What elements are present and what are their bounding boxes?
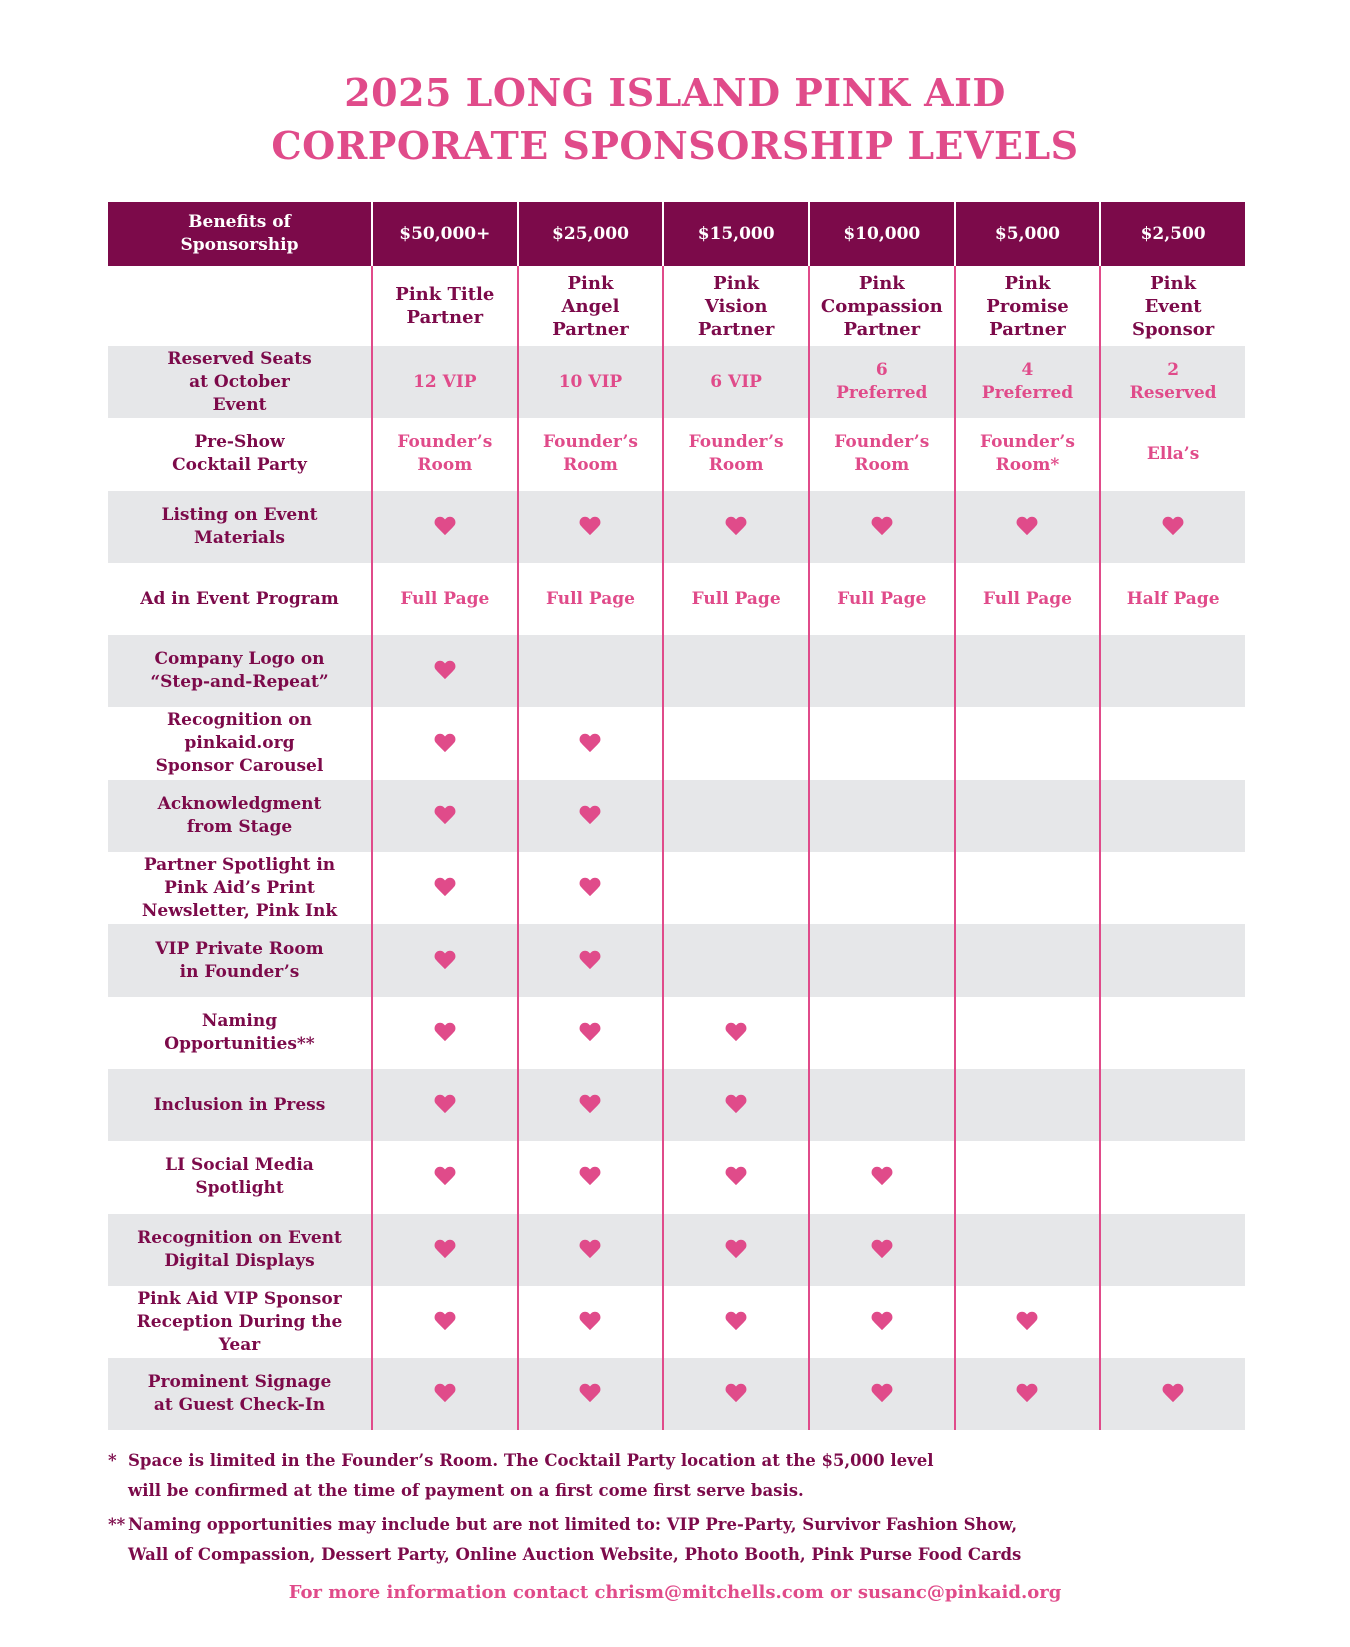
- table-row: [108, 707, 1245, 779]
- heart-icon: [434, 1240, 456, 1260]
- level-name: Pink Angel Partner: [517, 266, 663, 346]
- benefit-included-cell: [371, 1141, 517, 1213]
- heart-icon: [725, 1023, 747, 1043]
- benefit-included-cell: [517, 491, 663, 563]
- heart-icon: [1162, 517, 1184, 537]
- benefit-included-cell: [1099, 1358, 1245, 1430]
- benefit-included-cell: [371, 1358, 517, 1430]
- benefit-value: Full Page: [808, 563, 954, 635]
- heart-icon: [871, 1167, 893, 1187]
- benefit-value: 12 VIP: [371, 346, 517, 418]
- heart-icon: [725, 1312, 747, 1332]
- heart-icon: [434, 1095, 456, 1115]
- table-row: [108, 852, 1245, 924]
- benefit-included-cell: [662, 1141, 808, 1213]
- benefit-included-cell: [808, 1141, 954, 1213]
- benefit-label: Recognition on pinkaid.org Sponsor Carousel: [155, 710, 324, 777]
- benefit-included-cell: [517, 780, 663, 852]
- benefit-empty-cell: [1099, 924, 1245, 996]
- benefit-value: Founder’s Room*: [954, 418, 1100, 490]
- benefit-label: Company Logo on “Step-and-Repeat”: [150, 649, 329, 693]
- level-name: Pink Title Partner: [371, 266, 517, 346]
- table-row: [108, 563, 1245, 635]
- heart-icon: [434, 806, 456, 826]
- benefit-included-cell: [662, 491, 808, 563]
- heart-icon: [871, 517, 893, 537]
- table-row: [108, 1358, 1245, 1430]
- benefit-empty-cell: [662, 635, 808, 707]
- benefit-included-cell: [517, 852, 663, 924]
- level-name-row: [108, 266, 1245, 346]
- benefit-included-cell: [808, 1286, 954, 1358]
- heart-icon: [579, 951, 601, 971]
- heart-icon: [579, 1023, 601, 1043]
- benefit-included-cell: [517, 924, 663, 996]
- benefit-included-cell: [662, 1286, 808, 1358]
- level-price: $5,000: [954, 202, 1100, 266]
- heart-icon: [579, 1095, 601, 1115]
- benefit-label: Inclusion in Press: [153, 1094, 326, 1115]
- heart-icon: [579, 1312, 601, 1332]
- benefit-label: LI Social Media Spotlight: [165, 1155, 314, 1199]
- level-name: Pink Vision Partner: [662, 266, 808, 346]
- benefit-included-cell: [808, 491, 954, 563]
- benefit-empty-cell: [1099, 780, 1245, 852]
- benefit-included-cell: [808, 1358, 954, 1430]
- benefit-value: Full Page: [517, 563, 663, 635]
- table-row: [108, 491, 1245, 563]
- benefit-empty-cell: [662, 707, 808, 779]
- benefit-value: Full Page: [371, 563, 517, 635]
- benefit-included-cell: [371, 997, 517, 1069]
- sponsorship-table: [108, 202, 1245, 1430]
- benefit-included-cell: [371, 780, 517, 852]
- benefit-empty-cell: [1099, 635, 1245, 707]
- benefit-included-cell: [371, 707, 517, 779]
- benefit-value: Ella’s: [1099, 418, 1245, 490]
- footnote: [108, 1510, 1248, 1570]
- benefit-empty-cell: [1099, 852, 1245, 924]
- heart-icon: [1162, 1384, 1184, 1404]
- benefit-value: Half Page: [1099, 563, 1245, 635]
- heart-icon: [579, 1240, 601, 1260]
- benefit-empty-cell: [662, 924, 808, 996]
- benefit-empty-cell: [662, 780, 808, 852]
- benefit-empty-cell: [808, 635, 954, 707]
- benefit-value: 10 VIP: [517, 346, 663, 418]
- benefit-value: Founder’s Room: [808, 418, 954, 490]
- benefit-empty-cell: [954, 1214, 1100, 1286]
- level-name: Pink Compassion Partner: [808, 266, 954, 346]
- benefit-included-cell: [954, 1286, 1100, 1358]
- table-row: [108, 924, 1245, 996]
- footnote: [108, 1446, 1248, 1506]
- heart-icon: [871, 1312, 893, 1332]
- benefit-included-cell: [1099, 491, 1245, 563]
- benefit-value: Full Page: [662, 563, 808, 635]
- benefit-included-cell: [954, 1358, 1100, 1430]
- benefit-empty-cell: [517, 635, 663, 707]
- table-row: [108, 1069, 1245, 1141]
- heart-icon: [434, 661, 456, 681]
- benefit-label: Pre-Show Cocktail Party: [172, 432, 307, 476]
- table-row: [108, 1214, 1245, 1286]
- benefit-rows: [108, 346, 1245, 1430]
- benefit-included-cell: [662, 1214, 808, 1286]
- heart-icon: [434, 951, 456, 971]
- benefit-value: 6 Preferred: [808, 346, 954, 418]
- benefit-value: Founder’s Room: [371, 418, 517, 490]
- benefit-empty-cell: [954, 1141, 1100, 1213]
- benefit-included-cell: [517, 1358, 663, 1430]
- table-row: [108, 1141, 1245, 1213]
- level-price: $50,000+: [371, 202, 517, 266]
- level-price: $10,000: [808, 202, 954, 266]
- page-title: [0, 66, 1350, 172]
- heart-icon: [434, 1384, 456, 1404]
- footnotes: [108, 1446, 1248, 1574]
- footnote-marker: **: [108, 1515, 126, 1534]
- level-price: $25,000: [517, 202, 663, 266]
- level-price: $2,500: [1099, 202, 1245, 266]
- benefit-included-cell: [954, 491, 1100, 563]
- heart-icon: [579, 1167, 601, 1187]
- benefit-label: Reserved Seats at October Event: [167, 348, 312, 415]
- level-price: $15,000: [662, 202, 808, 266]
- level-name: Pink Promise Partner: [954, 266, 1100, 346]
- benefit-value: Founder’s Room: [662, 418, 808, 490]
- benefit-included-cell: [371, 1214, 517, 1286]
- heart-icon: [725, 1384, 747, 1404]
- benefit-label: Partner Spotlight in Pink Aid’s Print Newsletter, Pink Ink: [141, 854, 338, 921]
- benefit-empty-cell: [954, 1069, 1100, 1141]
- heart-icon: [579, 734, 601, 754]
- benefit-empty-cell: [808, 924, 954, 996]
- benefit-value: Founder’s Room: [517, 418, 663, 490]
- heart-icon: [579, 806, 601, 826]
- benefit-empty-cell: [1099, 997, 1245, 1069]
- benefit-empty-cell: [954, 852, 1100, 924]
- benefit-included-cell: [662, 997, 808, 1069]
- benefit-label: Listing on Event Materials: [161, 504, 318, 548]
- level-name-spacer: [108, 266, 371, 346]
- benefit-label: Recognition on Event Digital Displays: [137, 1227, 342, 1271]
- benefit-included-cell: [371, 635, 517, 707]
- benefit-empty-cell: [808, 780, 954, 852]
- heart-icon: [725, 1240, 747, 1260]
- benefit-empty-cell: [1099, 1214, 1245, 1286]
- heart-icon: [1016, 1312, 1038, 1332]
- contact-line: For more information contact chrism@mitchells.com or susanc@pinkaid.org: [288, 1582, 1062, 1603]
- heart-icon: [725, 1167, 747, 1187]
- benefit-included-cell: [371, 491, 517, 563]
- benefit-included-cell: [371, 1069, 517, 1141]
- heart-icon: [1016, 1384, 1038, 1404]
- benefit-empty-cell: [808, 707, 954, 779]
- heart-icon: [725, 1095, 747, 1115]
- corner-label: Benefits of Sponsorship: [180, 212, 299, 255]
- benefit-empty-cell: [1099, 707, 1245, 779]
- benefit-included-cell: [371, 852, 517, 924]
- benefit-value: 6 VIP: [662, 346, 808, 418]
- table-row: [108, 346, 1245, 418]
- benefit-label: Prominent Signage at Guest Check-In: [147, 1372, 332, 1416]
- benefit-included-cell: [517, 1286, 663, 1358]
- heart-icon: [1016, 517, 1038, 537]
- heart-icon: [434, 517, 456, 537]
- footnote-marker: *: [108, 1451, 117, 1470]
- benefit-empty-cell: [954, 924, 1100, 996]
- heart-icon: [434, 878, 456, 898]
- benefit-label: VIP Private Room in Founder’s: [155, 938, 324, 982]
- benefit-empty-cell: [1099, 1069, 1245, 1141]
- table-row: [108, 1286, 1245, 1358]
- title-line-2: CORPORATE SPONSORSHIP LEVELS: [271, 123, 1079, 168]
- benefit-empty-cell: [954, 707, 1100, 779]
- benefit-empty-cell: [954, 997, 1100, 1069]
- heart-icon: [871, 1240, 893, 1260]
- heart-icon: [434, 734, 456, 754]
- benefit-empty-cell: [954, 780, 1100, 852]
- benefit-empty-cell: [1099, 1141, 1245, 1213]
- level-name: Pink Event Sponsor: [1099, 266, 1245, 346]
- benefit-included-cell: [662, 1358, 808, 1430]
- benefit-included-cell: [808, 1214, 954, 1286]
- table-row: [108, 997, 1245, 1069]
- benefit-included-cell: [371, 924, 517, 996]
- heart-icon: [434, 1167, 456, 1187]
- heart-icon: [434, 1023, 456, 1043]
- benefit-empty-cell: [808, 1069, 954, 1141]
- benefit-empty-cell: [808, 997, 954, 1069]
- benefit-empty-cell: [1099, 1286, 1245, 1358]
- benefit-included-cell: [371, 1286, 517, 1358]
- benefit-included-cell: [517, 1214, 663, 1286]
- table-row: [108, 635, 1245, 707]
- benefit-label: Acknowledgment from Stage: [157, 793, 322, 837]
- heart-icon: [579, 517, 601, 537]
- heart-icon: [725, 517, 747, 537]
- title-line-1: 2025 LONG ISLAND PINK AID: [344, 70, 1006, 115]
- benefit-included-cell: [662, 1069, 808, 1141]
- table-header-row: [108, 202, 1245, 266]
- benefit-empty-cell: [954, 635, 1100, 707]
- table-row: [108, 418, 1245, 490]
- benefit-included-cell: [517, 1069, 663, 1141]
- footnote-text: Naming opportunities may include but are not limited to: VIP Pre-Party, Survivor Fashion Show, Wall of Compassion, Dessert Party, Online Auction Website, Photo Booth, Pink Purse Food Cards: [128, 1515, 1022, 1564]
- heart-icon: [579, 1384, 601, 1404]
- footnote-text: Space is limited in the Founder’s Room. The Cocktail Party location at the $5,000 level will be confirmed at the time of payment on a first come first serve basis.: [128, 1451, 934, 1500]
- benefit-included-cell: [517, 1141, 663, 1213]
- benefit-value: Full Page: [954, 563, 1100, 635]
- benefit-empty-cell: [808, 852, 954, 924]
- heart-icon: [871, 1384, 893, 1404]
- table-row: [108, 780, 1245, 852]
- heart-icon: [434, 1312, 456, 1332]
- heart-icon: [579, 878, 601, 898]
- benefit-included-cell: [517, 997, 663, 1069]
- benefit-value: 2 Reserved: [1099, 346, 1245, 418]
- benefit-label: Pink Aid VIP Sponsor Reception During the Year: [136, 1288, 343, 1355]
- benefit-value: 4 Preferred: [954, 346, 1100, 418]
- benefit-label: Ad in Event Program: [140, 588, 339, 609]
- benefit-empty-cell: [662, 852, 808, 924]
- benefit-included-cell: [517, 707, 663, 779]
- benefit-label: Naming Opportunities**: [164, 1010, 315, 1054]
